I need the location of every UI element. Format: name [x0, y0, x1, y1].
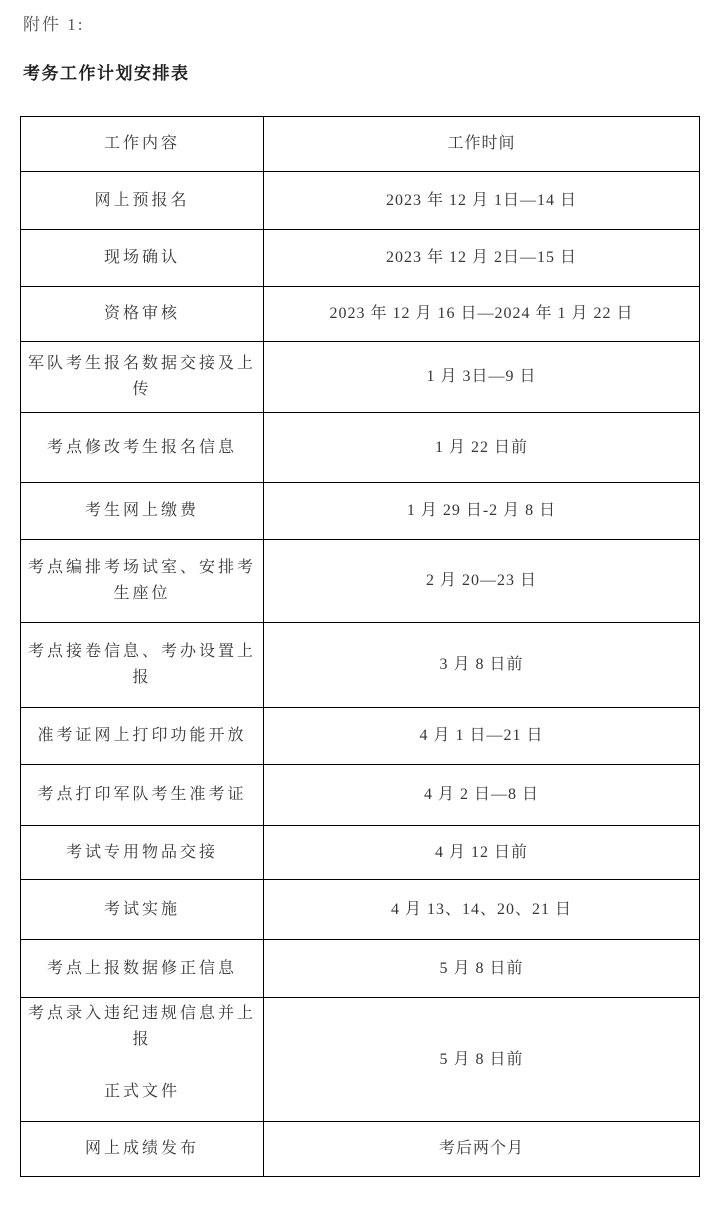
work-time-cell: 2023 年 12 月 16 日—2024 年 1 月 22 日 [264, 287, 700, 342]
work-time-cell: 4 月 1 日—21 日 [264, 708, 700, 765]
table-row [21, 623, 700, 708]
work-time-cell: 4 月 13、14、20、21 日 [264, 880, 700, 940]
work-content-cell: 现场确认 [21, 230, 264, 287]
page-title: 考务工作计划安排表 [23, 64, 190, 83]
work-content-line: 考点录入违纪违规信息并上报 [27, 1005, 256, 1048]
schedule-table [20, 116, 700, 1177]
table-row [21, 483, 700, 540]
work-content-cell: 考点打印军队考生准考证 [21, 765, 264, 826]
header-work-time: 工作时间 [264, 117, 700, 172]
table-row [21, 172, 700, 230]
table-row [21, 940, 700, 998]
table-row [21, 765, 700, 826]
work-content-cell: 考生网上缴费 [21, 483, 264, 540]
work-time-cell: 2023 年 12 月 1日—14 日 [264, 172, 700, 230]
table-row [21, 880, 700, 940]
work-time-cell: 5 月 8 日前 [264, 940, 700, 998]
table-row [21, 413, 700, 483]
table-row [21, 540, 700, 623]
table-row [21, 230, 700, 287]
table-row [21, 998, 700, 1122]
work-content-cell: 考点编排考场试室、安排考生座位 [21, 540, 264, 623]
work-content-cell [21, 998, 264, 1122]
work-content-cell: 考点修改考生报名信息 [21, 413, 264, 483]
table-row [21, 708, 700, 765]
work-time-cell: 4 月 2 日—8 日 [264, 765, 700, 826]
table-row [21, 342, 700, 413]
work-content-cell: 考点接卷信息、考办设置上报 [21, 623, 264, 708]
work-time-cell: 3 月 8 日前 [264, 623, 700, 708]
work-time-cell: 2023 年 12 月 2日—15 日 [264, 230, 700, 287]
table-row [21, 1122, 700, 1177]
work-content-cell: 考点上报数据修正信息 [21, 940, 264, 998]
work-time-cell: 5 月 8 日前 [264, 998, 700, 1122]
work-time-cell: 4 月 12 日前 [264, 826, 700, 880]
work-time-cell: 2 月 20—23 日 [264, 540, 700, 623]
work-content-cell: 网上成绩发布 [21, 1122, 264, 1177]
table-row [21, 826, 700, 880]
table-header-row [21, 117, 700, 172]
work-time-cell: 1 月 22 日前 [264, 413, 700, 483]
work-content-cell: 考试专用物品交接 [21, 826, 264, 880]
work-content-cell: 军队考生报名数据交接及上传 [21, 342, 264, 413]
table-row [21, 287, 700, 342]
work-time-cell: 1 月 29 日-2 月 8 日 [264, 483, 700, 540]
work-content-cell: 考试实施 [21, 880, 264, 940]
work-time-cell: 1 月 3日—9 日 [264, 342, 700, 413]
work-content-cell: 准考证网上打印功能开放 [21, 708, 264, 765]
work-time-cell: 考后两个月 [264, 1122, 700, 1177]
attachment-label: 附件 1: [23, 15, 85, 34]
header-work-content: 工作内容 [21, 117, 264, 172]
work-content-cell: 资格审核 [21, 287, 264, 342]
work-content-extra-line: 正式文件 [103, 1083, 180, 1100]
work-content-cell: 网上预报名 [21, 172, 264, 230]
